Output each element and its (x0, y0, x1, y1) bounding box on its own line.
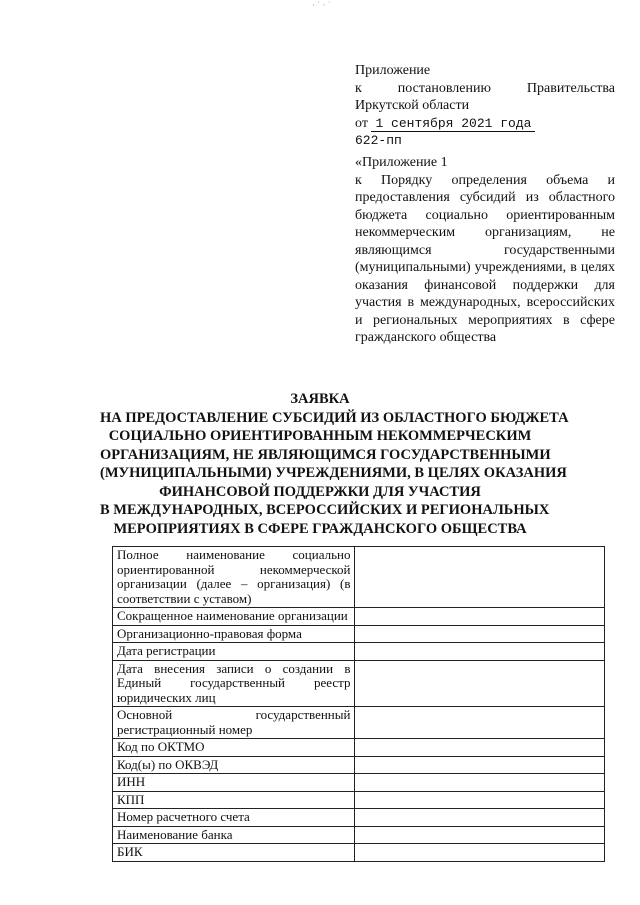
title-line: ОРГАНИЗАЦИЯМ, НЕ ЯВЛЯЮЩИМСЯ ГОСУДАРСТВЕННЫМИ (100, 446, 551, 463)
date-prefix: от (355, 115, 368, 131)
field-label-okved: Код(ы) по ОКВЭД (113, 756, 355, 774)
table-row (113, 547, 605, 608)
title-line: ЗАЯВКА (290, 391, 350, 407)
table-row (113, 791, 605, 809)
field-value-bank-name[interactable] (355, 826, 605, 844)
application-form-table (112, 546, 605, 862)
field-label-inn: ИНН (113, 774, 355, 792)
table-row (113, 660, 605, 707)
table-row (113, 844, 605, 862)
field-label-full-name: Полное наименование социально ориентированной некоммерческой организации (далее – организация) (в соответствии с уставом) (113, 547, 355, 608)
header-line-region: Иркутской области (355, 98, 470, 113)
resolution-number: 622-пп (355, 133, 402, 148)
title-line: В МЕЖДУНАРОДНЫХ, ВСЕРОССИЙСКИХ И РЕГИОНАЛЬНЫХ (100, 502, 550, 518)
field-value-inn[interactable] (355, 774, 605, 792)
title-line: МЕРОПРИЯТИЯХ В СФЕРЕ ГРАЖДАНСКОГО ОБЩЕСТВА (113, 520, 527, 537)
field-label-account-number: Номер расчетного счета (113, 809, 355, 827)
appendix-block (355, 154, 615, 347)
field-value-account-number[interactable] (355, 809, 605, 827)
table-row (113, 625, 605, 643)
field-value-kpp[interactable] (355, 791, 605, 809)
title-line: ФИНАНСОВОЙ ПОДДЕРЖКИ ДЛЯ УЧАСТИЯ (159, 483, 481, 500)
field-value-ogrn[interactable] (355, 707, 605, 739)
header-word: к (355, 80, 362, 96)
field-value-egrul-date[interactable] (355, 660, 605, 707)
table-row (113, 826, 605, 844)
header-word: Правительства (526, 80, 616, 96)
table-row (113, 643, 605, 661)
appendix-title: «Приложение 1 (355, 155, 448, 170)
approval-header (355, 62, 615, 150)
table-row (113, 608, 605, 626)
header-line-appendix: Приложение (355, 63, 431, 78)
table-row (113, 756, 605, 774)
header-line-resolution (355, 80, 615, 98)
field-label-egrul-date: Дата внесения записи о создании в Единый государственный реестр юридических лиц (113, 660, 355, 707)
title-line: (МУНИЦИПАЛЬНЫМИ) УЧРЕЖДЕНИЯМИ, В ЦЕЛЯХ ОКАЗАНИЯ (100, 465, 567, 481)
appendix-text: к Порядку определения объема и предоставления субсидий из областного бюджета социально ориентированным некоммерческим организациям, не являющимся государственными (муниципальными) учреждениями, в целях оказания финансовой поддержки для участия в международных, всероссийских и региональных мероприятиях в сфере гражданского общества (355, 172, 615, 345)
document-title (100, 390, 569, 538)
field-label-oktmo: Код по ОКТМО (113, 739, 355, 757)
title-line: СОЦИАЛЬНО ОРИЕНТИРОВАННЫМ НЕКОММЕРЧЕСКИМ (108, 428, 532, 444)
header-date-line (355, 115, 615, 133)
field-value-short-name[interactable] (355, 608, 605, 626)
field-label-bik: БИК (113, 844, 355, 862)
field-value-bik[interactable] (355, 844, 605, 862)
field-value-full-name[interactable] (355, 547, 605, 608)
title-line: НА ПРЕДОСТАВЛЕНИЕ СУБСИДИЙ ИЗ ОБЛАСТНОГО БЮДЖЕТА (100, 409, 569, 426)
field-label-registration-date: Дата регистрации (113, 643, 355, 661)
table-row (113, 739, 605, 757)
scan-speck: · ˙ · ˙ (312, 0, 331, 10)
field-value-oktmo[interactable] (355, 739, 605, 757)
field-label-ogrn: Основной государственный регистрационный номер (113, 707, 355, 739)
field-label-legal-form: Организационно-правовая форма (113, 625, 355, 643)
field-label-kpp: КПП (113, 791, 355, 809)
field-value-registration-date[interactable] (355, 643, 605, 661)
table-row (113, 809, 605, 827)
field-value-okved[interactable] (355, 756, 605, 774)
table-row (113, 707, 605, 739)
field-label-short-name: Сокращенное наименование организации (113, 608, 355, 626)
field-value-legal-form[interactable] (355, 625, 605, 643)
field-label-bank-name: Наименование банка (113, 826, 355, 844)
table-row (113, 774, 605, 792)
date-value: 1 сентября 2021 года (371, 116, 535, 132)
header-word: постановлению (397, 80, 491, 96)
